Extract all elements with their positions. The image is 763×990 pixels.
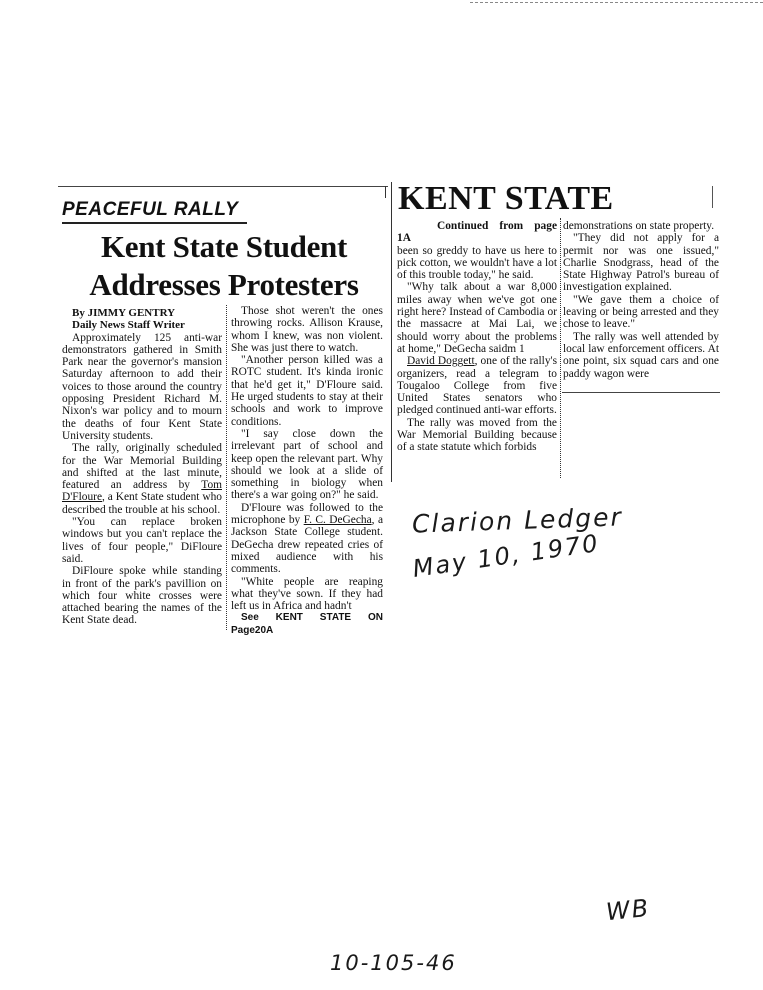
clipping-edge-rule [385, 186, 386, 198]
headline-line-2: Addresses Protesters [89, 267, 359, 302]
date-annotation: May 10, 1970 [410, 529, 602, 583]
continuation-column-1 [397, 220, 557, 454]
paragraph: "We gave them a choice of leaving or being arrested and they chose to leave." [563, 293, 719, 331]
paragraph: "You can replace broken windows but you can't replace the lives of four people," DiFloure said. [62, 516, 222, 565]
article-column-1 [62, 307, 222, 627]
paragraph: David Doggett, one of the rally's organizers, read a telegram to Tougaloo College from five United States senators who pledged continued anti-war efforts. [397, 355, 557, 417]
paragraph: The rally was well attended by local law enforcement officers. At one point, six squad cars and one paddy wagon were [563, 330, 719, 380]
continued-reference: See KENT STATE ON Page20A [231, 612, 383, 636]
article-column-2 [231, 305, 383, 637]
paragraph: been so greddy to have us here to pick cotton, we wouldn't have a lot of this trouble today," he said. [397, 244, 557, 282]
speaker-name: Tom D'Floure [62, 479, 222, 504]
paragraph: "They did not apply for a permit nor was one issued," Charlie Snodgrass, head of the State Highway Patrol's bureau of investigation explained. [563, 232, 719, 294]
paragraph: "I say close down the irrelevant part of school and keep open the relevant part. Why should we look at a slide of something in biology when there's a war going on?" he said. [231, 427, 383, 502]
byline-role: Daily News Staff Writer [72, 319, 185, 332]
initials-annotation: WB [604, 893, 652, 927]
kicker: PEACEFUL RALLY [62, 199, 239, 220]
paragraph: demonstrations on state property. [563, 220, 715, 232]
column-end-rule [562, 392, 720, 393]
right-clip-border [391, 182, 392, 482]
clip-edge-mark [712, 186, 723, 208]
continuation-headline: KENT STATE [398, 180, 614, 217]
paragraph: Approximately 125 anti-war demonstrators gathered in Smith Park near the governor's mansion Saturday afternoon to add their voices to those around the country opposing President Richard M. Nixon's war policy and to mourn the deaths of four Kent State University students. [62, 331, 222, 442]
paragraph: "White people are reaping what they've sown. If they had left us in Africa and hadn't [231, 575, 383, 613]
source-annotation: Clarion Ledger [411, 502, 624, 539]
speaker-name: F. C. DeGecha [303, 514, 372, 527]
column-divider [560, 218, 561, 478]
paragraph: The rally, originally scheduled for the War Memorial Building and shifted at the last minute, featured an address by Tom D'Floure, a Kent State student who described the trouble at his school. [62, 442, 222, 516]
kicker-underline [62, 222, 247, 224]
organizer-name: David Doggett [407, 355, 475, 368]
continuation-column-2 [563, 220, 719, 380]
headline-line-1: Kent State Student [100, 229, 348, 264]
paragraph: Those shot weren't the ones throwing rocks. Allison Krause, whom I knew, was non violent. She was just there to watch. [231, 305, 383, 354]
top-edge-mark [470, 2, 763, 3]
file-number: 10-105-46 [330, 951, 457, 975]
paragraph: "Another person killed was a ROTC student. It's kinda ironic that he'd get it," D'Floure said. He urged students to stay at their schools and work to improve conditions. [231, 354, 383, 428]
paragraph: DiFloure spoke while standing in front of the park's pavillion on which four white crosses were attached bearing the names of the Kent State dead. [62, 565, 222, 627]
byline: By JIMMY GENTRY [72, 307, 176, 319]
paragraph: "Why talk about a war 8,000 miles away when we've got one right here? Instead of Cambodia or the massacre at Mai Lai, we should worry about the problems at home," DeGecha saidm 1 [397, 281, 557, 355]
clipping-top-rule [58, 186, 388, 187]
headline [64, 228, 384, 304]
continued-from: Continued from page 1A [397, 220, 557, 245]
paragraph: D'Floure was followed to the microphone by F. C. DeGecha, a Jackson State College student. DeGecha drew repeated cries of mixed audience with his comments. [231, 501, 383, 576]
column-divider [226, 305, 227, 630]
paragraph: The rally was moved from the War Memorial Building because of a state statute which forbids [397, 416, 557, 454]
